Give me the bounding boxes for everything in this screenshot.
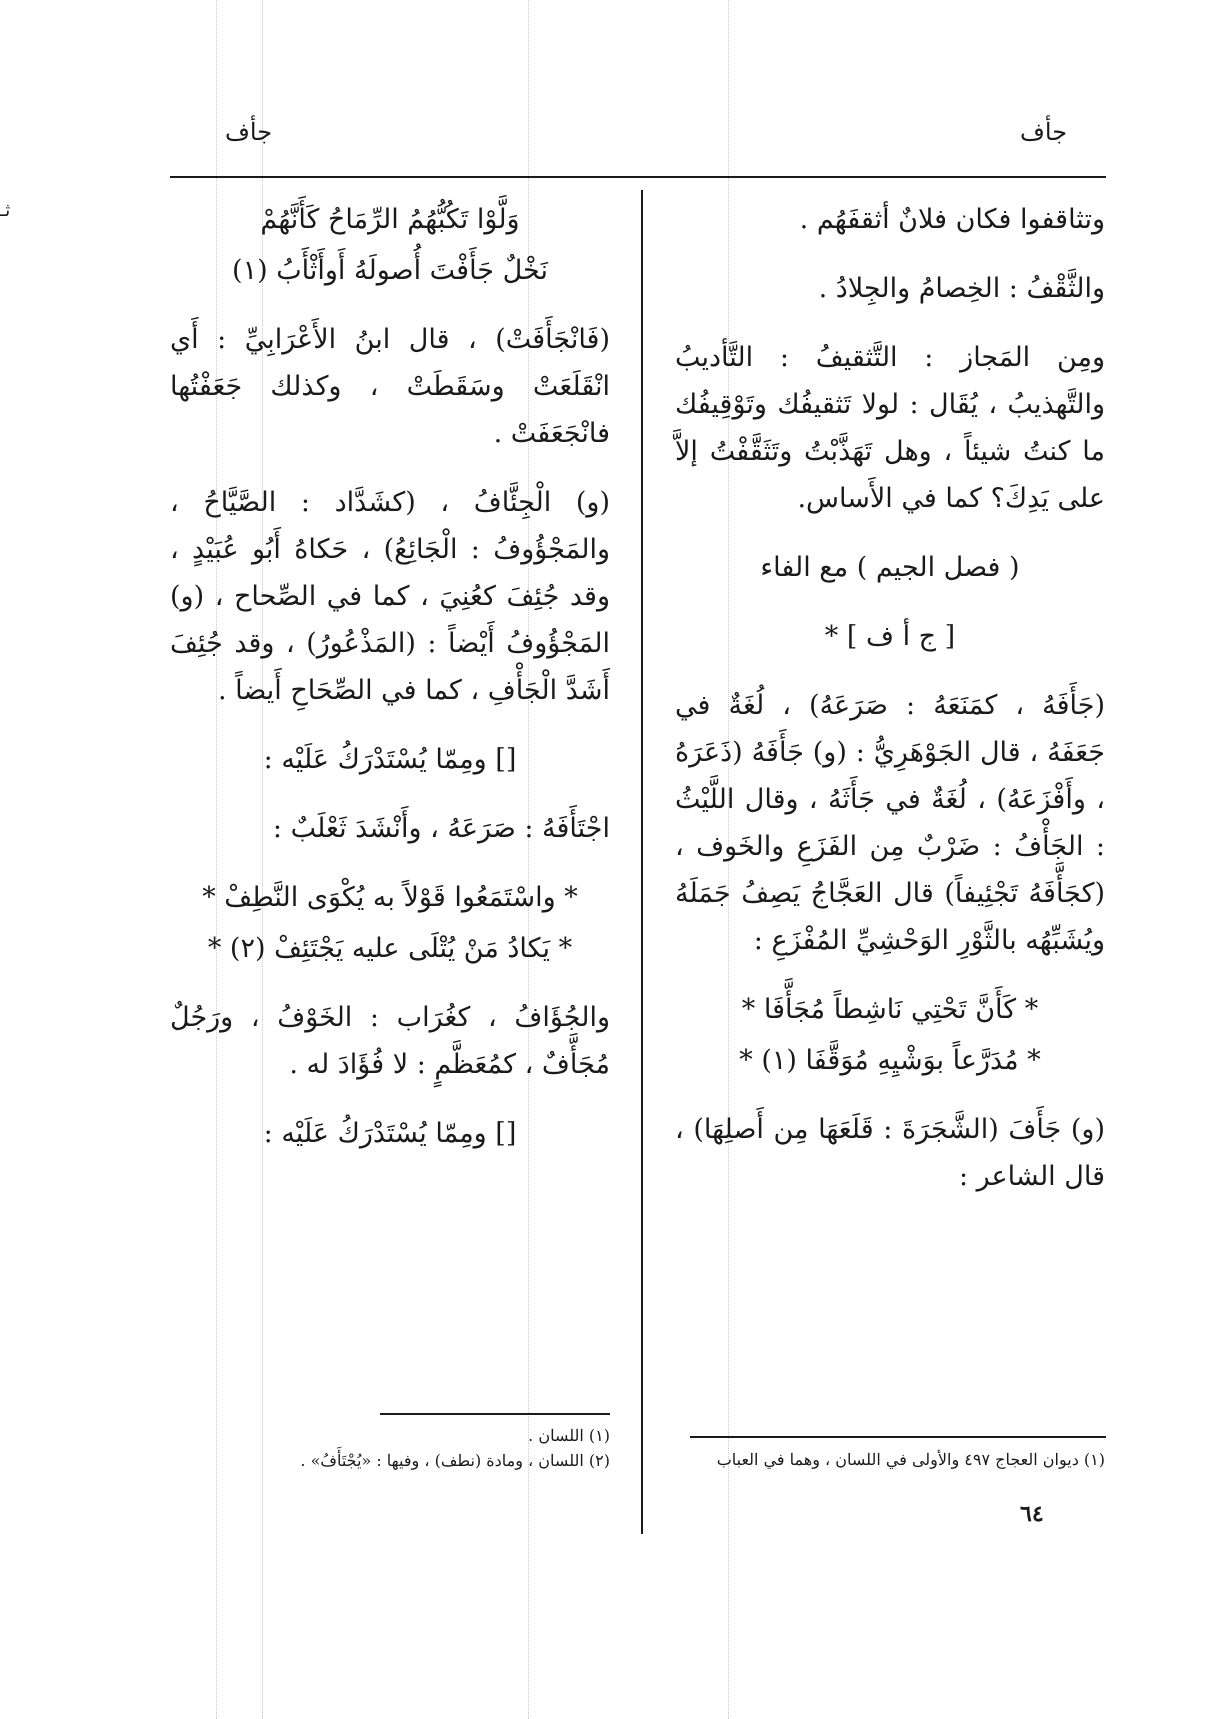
header-rule [170,176,1106,178]
verse-line: * كَأَنَّ تَحْتِي نَاشِطاً مُجَأَّفَا * [741,994,1039,1025]
footnote: (٢) اللسان ، ومادة (نطف) ، وفيها : «يُجْتَأَفُ» . [300,1451,610,1470]
footnote: (١) اللسان . [528,1426,610,1445]
footnotes-right [675,1447,1105,1472]
running-header-left: جأف [225,118,273,146]
footnotes-left [170,1423,610,1473]
addendum-heading: [] ومِمّا يُسْتَدْرَكُ عَلَيْه : [263,1118,517,1149]
verse-line: نَخْلٌ جَأَفْتَ أُصولَهُ أَوأَثْأَبُ (١) [232,255,548,286]
entry-paragraph: (جَأَفَهُ ، كمَنَعَهُ : صَرَعَهُ) ، لُغَةٌ في جَعَفَهُ ، قال الجَوْهَرِيُّ : (و) جَأَفَهُ (ذَعَرَهُ ، وأَفْزَعَهُ) ، لُغَةٌ في جَأَثَهُ ، وقال اللَّيْثُ : الجَأْفُ : ضَرْبٌ مِن الفَزَعِ والخَوف ، (كجَأَّفَهُ تَجْئِيفاً) قال العَجَّاجُ يَصِفُ جَمَلَهُ ويُشَبِّهُه بالثَّوْرِ الوَحْشِيِّ المُفْزَعِ : [675,690,1105,956]
footnote-rule [380,1413,610,1415]
right-column [675,196,1105,1222]
edge-fragment: ثـ [0,200,11,221]
paragraph: (فَانْجَأَفَتْ) ، قال ابنُ الأَعْرَابِيِّ : أَي انْقَلَعَتْ وسَقَطَتْ ، وكذلك جَعَفْتُها فانْجَعَفَتْ . [170,324,610,449]
running-header-right: جأف [1020,118,1068,146]
addendum-heading: [] ومِمّا يُسْتَدْرَكُ عَلَيْه : [263,744,517,775]
entry-heading: [ ج أ ف ] * [824,621,956,652]
left-column [170,196,610,1179]
paragraph: والثَّقْفُ : الخِصامُ والجِلادُ . [818,273,1105,304]
paragraph: ومِن المَجاز : التَّثقيفُ : التَّأديبُ والتَّهذيبُ ، يُقَال : لولا تَثقيفُك وتَوْقِيفُك ما كنتُ شيئاً ، وهل تَهَذَّبْتُ وتَثَقَّفْتُ إلاَّ على يَدِكَ؟ كما في الأَساس. [675,342,1105,514]
verse-line: وَلَّوْا تَكُبُّهُمُ الرِّمَاحُ كَأَنَّهُمْ [260,204,520,235]
footnote: (١) ديوان العجاج ٤٩٧ والأولى في اللسان ، وهما في العباب [716,1450,1105,1469]
verse-line: * واسْتَمَعُوا قَوْلاً به يُكْوَى النَّطِفْ * [202,882,578,913]
footnote-rule [690,1436,1106,1438]
paragraph: (و) الْجِئَّافُ ، (كشَدَّاد : الصَّيَّاحُ ، والمَجْؤُوفُ : الْجَائِعُ) ، حَكاهُ أَبُو عُبَيْدٍ ، وقد جُئِفَ كعُنِيَ ، كما في الصِّحاح ، (و) المَجْؤُوفُ أَيْضاً : (المَذْعُورُ) ، وقد جُئِفَ أَشَدَّ الْجَأْفِ ، كما في الصِّحَاحِ أَيضاً . [170,487,610,706]
page-number: ٦٤ [1020,1501,1044,1527]
verse-line: * مُدَرَّعاً بوَشْيِهِ مُوَقَّفَا (١) * [739,1045,1041,1076]
paragraph: وتثاقفوا فكان فلانٌ أثقفَهُم . [799,204,1105,235]
verse-line: * يَكادُ مَنْ يُتْلَى عليه يَجْتَئِفْ (٢) * [207,933,573,964]
paragraph: والجُؤَافُ ، كغُرَاب : الخَوْفُ ، ورَجُلٌ مُجَأَّفٌ ، كمُعَظَّمٍ : لا فُؤَادَ له . [170,1002,610,1080]
section-title: ( فصل الجيم ) مع الفاء [760,552,1020,583]
column-divider [641,190,643,1534]
paragraph: (و) جَأَفَ (الشَّجَرَةَ : قَلَعَهَا مِن أَصلِهَا) ، قال الشاعر : [675,1114,1105,1192]
paragraph: اجْتَأَفَهُ : صَرَعَهُ ، وأَنْشَدَ ثَعْلَبٌ : [272,813,610,844]
